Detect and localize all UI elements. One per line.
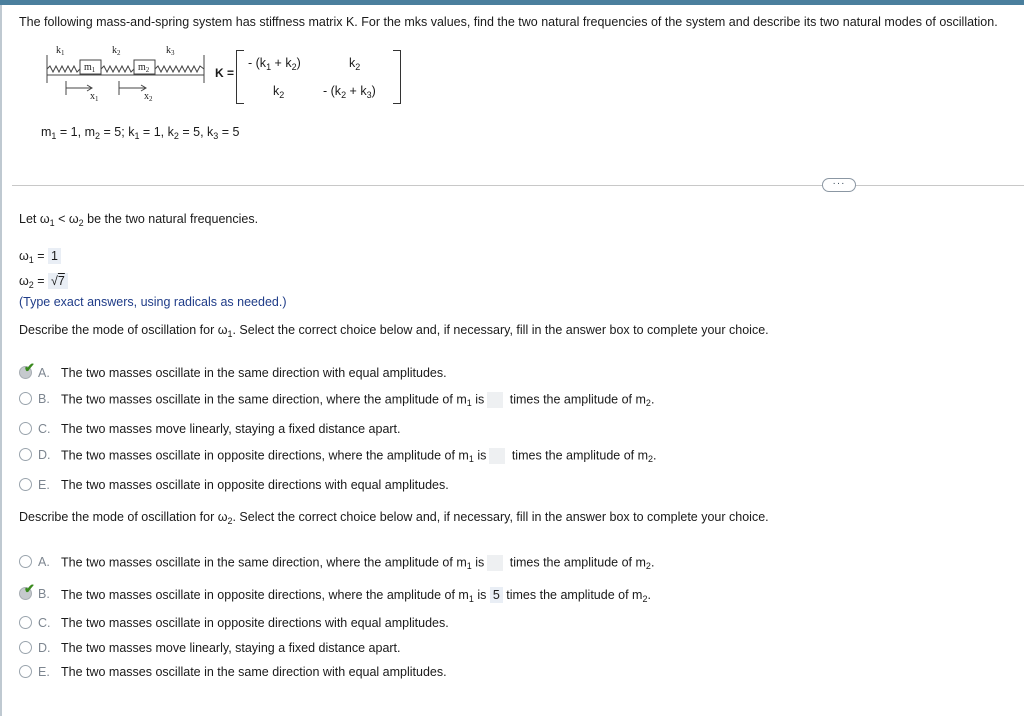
q2-option-c-letter: C. (38, 616, 51, 630)
q2-option-d-letter: D. (38, 641, 51, 655)
q2-radio-c[interactable] (19, 616, 32, 629)
matrix-right-bracket (393, 50, 401, 104)
correct-check-icon: ✔ (24, 581, 35, 596)
matrix-a22: - $(k_2 + k_3)$ (323, 84, 376, 100)
q1-option-b-letter: B. (38, 392, 50, 406)
q1-option-c-text: The two masses move linearly, staying a fixed distance apart. (61, 422, 401, 436)
section-divider (12, 185, 1024, 186)
matrix-a11: - $(k_1 + k_2)$ (248, 56, 301, 72)
k1-label: $k_1$ (56, 45, 65, 57)
matrix-a21: $k_2$ (273, 84, 285, 100)
q2-option-b-letter: B. (38, 587, 50, 601)
omega1-answer-row: $\omega_1 = 1$ (19, 248, 61, 264)
q2-prompt: Describe the mode of oscillation for $\omega_2$. Select the correct choice below and, if necessary, fill in the answer box to complete your choice. (19, 510, 769, 526)
top-accent-bar (0, 0, 1024, 5)
q2-option-e-text: The two masses oscillate in the same direction with equal amplitudes. (61, 665, 447, 679)
q1-option-d-answer-box[interactable] (489, 448, 505, 464)
correct-check-icon: ✔ (24, 360, 35, 375)
mass-spring-diagram (42, 43, 207, 103)
q1-option-a-text: The two masses oscillate in the same direction with equal amplitudes. (61, 366, 447, 380)
spring-1 (47, 66, 80, 72)
q1-option-d-letter: D. (38, 448, 51, 462)
q1-option-a-letter: A. (38, 366, 50, 380)
m2-label: $m_2$ (138, 62, 150, 74)
q1-option-d-text: The two masses oscillate in opposite directions, where the amplitude of $m_1$ is times the amplitude of $m_2$. (61, 448, 657, 465)
matrix-a12: $k_2$ (349, 56, 361, 72)
k3-label: $k_3$ (166, 45, 175, 57)
answer-format-hint: (Type exact answers, using radicals as needed.) (19, 295, 287, 309)
problem-statement: The following mass-and-spring system has stiffness matrix K. For the mks values, find the two natural frequencies of the system and describe its two natural modes of oscillation. (19, 15, 998, 29)
q2-option-a-text: The two masses oscillate in the same direction, where the amplitude of $m_1$ is times the amplitude of $m_2$. (61, 555, 655, 572)
q1-option-b-text: The two masses oscillate in the same direction, where the amplitude of $m_1$ is times the amplitude of $m_2$. (61, 392, 655, 409)
q2-option-a-letter: A. (38, 555, 50, 569)
q2-radio-d[interactable] (19, 641, 32, 654)
more-options-button[interactable]: ··· (822, 178, 856, 192)
q1-radio-e[interactable] (19, 478, 32, 491)
k2-label: $k_2$ (112, 45, 121, 57)
omega2-answer-row: $\omega_2 = √7$ (19, 273, 68, 289)
q2-radio-e[interactable] (19, 665, 32, 678)
q2-option-a-answer-box[interactable] (487, 555, 503, 571)
q2-option-b-text: The two masses oscillate in opposite directions, where the amplitude of $m_1$ is 5 times the amplitude of $m_2$. (61, 588, 651, 604)
q1-option-c-letter: C. (38, 422, 51, 436)
natural-frequencies-intro: Let $\omega_1 < \omega_2$ be the two natural frequencies. (19, 212, 259, 228)
q1-option-e-text: The two masses oscillate in opposite directions with equal amplitudes. (61, 478, 449, 492)
q2-radio-a[interactable] (19, 555, 32, 568)
given-values: $m_1 = 1$, $m_2 = 5$; $k_1 = 1$, $k_2 = 5$, $k_3 = 5$ (41, 125, 240, 141)
q1-prompt: Describe the mode of oscillation for $\omega_1$. Select the correct choice below and, if necessary, fill in the answer box to complete your choice. (19, 323, 769, 339)
q1-option-e-letter: E. (38, 478, 50, 492)
q1-radio-d[interactable] (19, 448, 32, 461)
q2-option-d-text: The two masses move linearly, staying a fixed distance apart. (61, 641, 401, 655)
omega2-answer-box[interactable]: √7 (48, 273, 68, 289)
m1-label: $m_1$ (84, 62, 96, 74)
q2-option-e-letter: E. (38, 665, 50, 679)
q2-option-b-answer-box[interactable]: 5 (490, 587, 503, 603)
omega1-answer-box[interactable]: 1 (48, 248, 61, 264)
x1-label: $x_1$ (90, 91, 99, 103)
spring-3 (155, 66, 204, 72)
spring-2 (101, 66, 134, 72)
q1-radio-c[interactable] (19, 422, 32, 435)
q1-option-b-answer-box[interactable] (487, 392, 503, 408)
x2-label: $x_2$ (144, 91, 153, 103)
left-border (0, 5, 2, 716)
q1-radio-b[interactable] (19, 392, 32, 405)
matrix-label: K = (215, 66, 235, 80)
q2-option-c-text: The two masses oscillate in opposite directions with equal amplitudes. (61, 616, 449, 630)
matrix-left-bracket (236, 50, 244, 104)
